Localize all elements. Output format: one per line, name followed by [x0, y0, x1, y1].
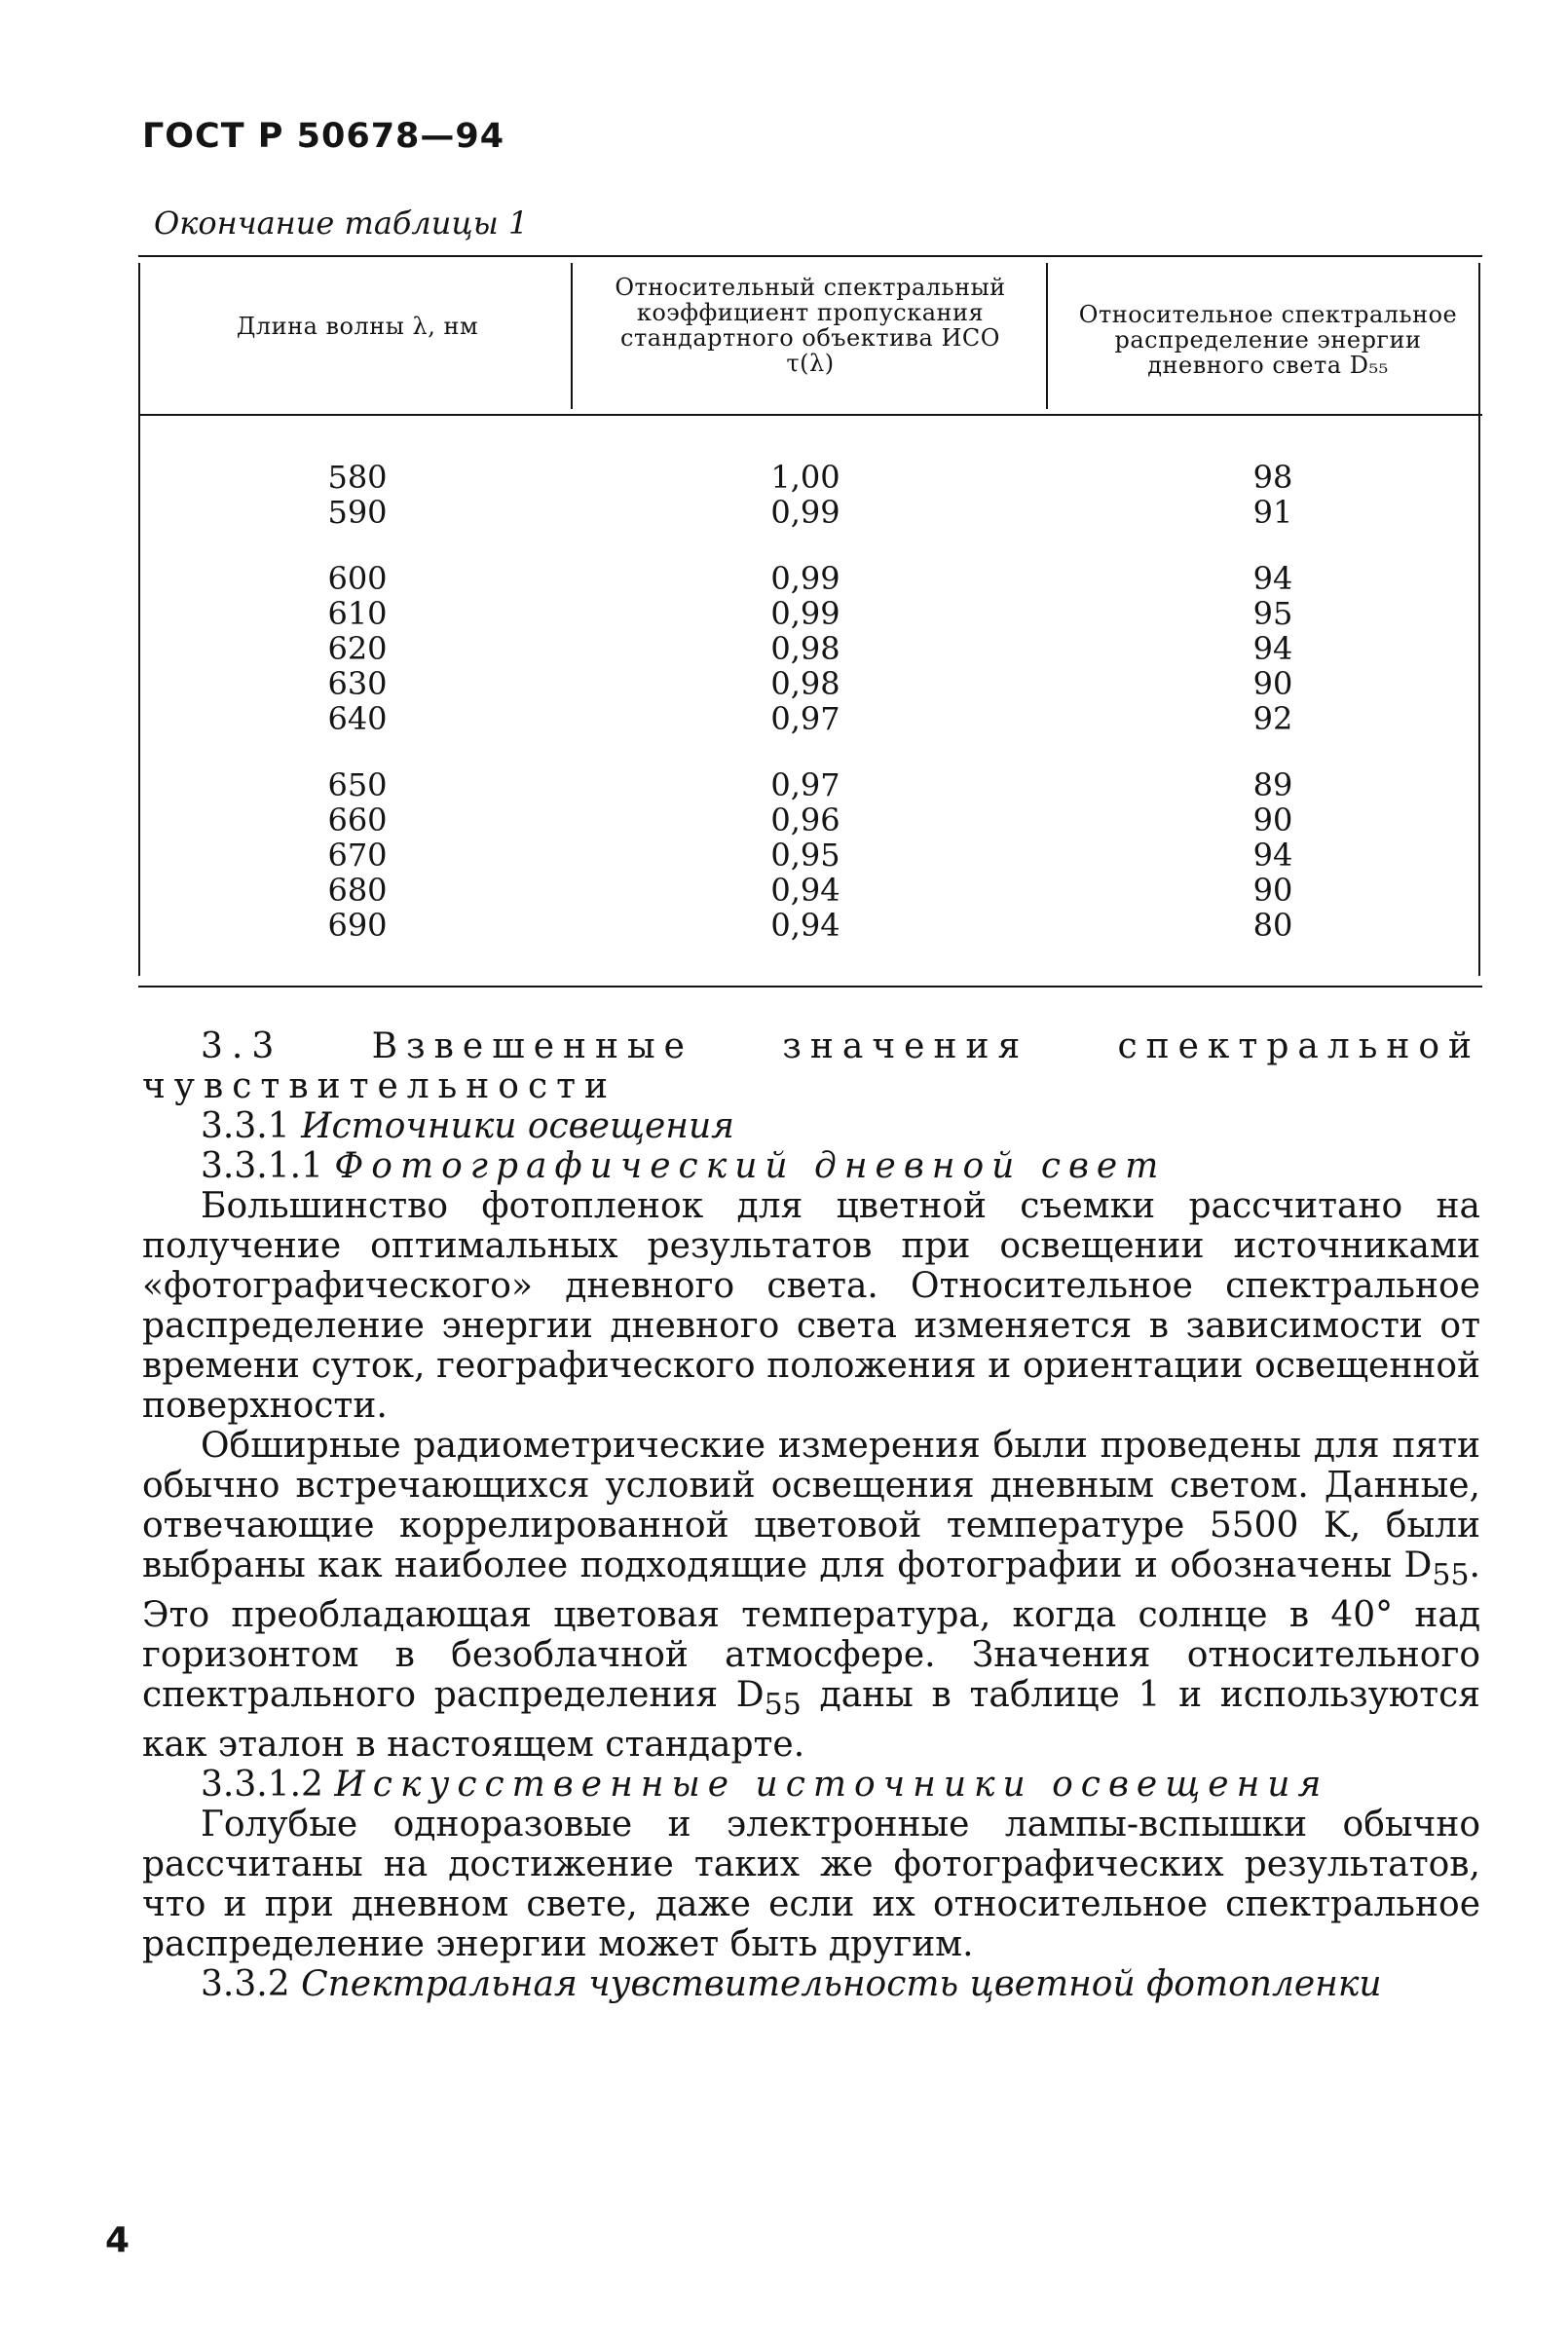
- table-cell: 580: [327, 459, 388, 496]
- table-cell: 690: [327, 907, 388, 944]
- table-cell: 0,96: [770, 801, 840, 838]
- table-cell: 620: [327, 630, 388, 667]
- table-cell: 0,99: [770, 560, 840, 597]
- body-text: [142, 1026, 1480, 2004]
- table-bottom-rule: [138, 986, 1482, 987]
- paragraph-flash: Голубые одноразовые и электронные лампы-вспышки обычно рассчитаны на достижение таких же фотографических результатов, что и при дневном свете, даже если их относительное спектральное распределение энергии может быть другим.: [142, 1805, 1480, 1965]
- table-cell: 0,99: [770, 595, 840, 632]
- column-energy: [1200, 460, 1346, 974]
- paragraph-daylight: Большинство фотопленок для цветной съемки рассчитано на получение оптимальных результатов при освещении источниками «фотографического» дневного света. Относительное спектральное распределение энергии дневного света изменяется в зависимости от времени суток, географического положения и ориентации освещенной поверхности.: [142, 1186, 1480, 1426]
- column-header-transmission-text: Относительный спектральный коэффициент пропускания стандартного объектива ИСО: [615, 274, 1006, 352]
- section-heading-3-3-2: 3.3.2 Спектральная чувствительность цветной фотопленки: [201, 1964, 1382, 2005]
- table-cell: 600: [327, 560, 388, 597]
- table-cell: 660: [327, 801, 388, 838]
- paragraph-measurements: Обширные радиометрические измерения были проведены для пяти обычно встречающихся условий освещения дневным светом. Данные, отвечающие коррелированной цветовой температуре 5500 K, были выбраны как наиболее подходящие для фотографии и обозначены $D_{55}$. Это преобладающая цветовая температура, когда солнце в 40° над горизонтом в безоблачной атмосфере. Значения относительного спектрального распределения $D_{55}$ даны в таблице 1 и используются как эталон в настоящем стандарте.: [142, 1426, 1480, 1766]
- table-cell: 680: [327, 872, 388, 909]
- table-cell: 98: [1252, 459, 1293, 496]
- table-cell: 91: [1252, 494, 1293, 531]
- page-number: 4: [105, 2220, 131, 2260]
- table-cell: 0,97: [770, 700, 840, 737]
- table-cell: 80: [1252, 907, 1293, 944]
- document-header: ГОСТ Р 50678—94: [142, 117, 505, 156]
- table-cell: 89: [1252, 766, 1293, 803]
- table-divider-2: [1046, 263, 1048, 409]
- table-cell: 640: [327, 700, 388, 737]
- column-wavelength: [284, 460, 430, 974]
- column-transmission: [732, 460, 878, 974]
- table-header-rule: [138, 414, 1482, 416]
- table-cell: 0,99: [770, 494, 840, 531]
- table-cell: 0,94: [770, 872, 840, 909]
- table-cell: 90: [1252, 665, 1293, 702]
- table-cell: 0,98: [770, 665, 840, 702]
- table-cell: 0,95: [770, 837, 840, 874]
- section-heading-3-3-1-2: 3.3.1.2 Искусственные источники освещения: [201, 1765, 1329, 1806]
- section-heading-3-3-1-1: 3.3.1.1 Фотографический дневной свет: [201, 1146, 1167, 1186]
- table-top-rule: [138, 255, 1482, 257]
- table-cell: 590: [327, 494, 388, 531]
- section-heading-3-3-1: 3.3.1 Источники освещения: [201, 1106, 735, 1146]
- table-cell: 1,00: [770, 459, 840, 496]
- table-cell: 94: [1252, 837, 1293, 874]
- section-heading-3-3: 3.3 Взвешенные значения спектральной чувствительности: [142, 1026, 1480, 1106]
- table-cell: 670: [327, 837, 388, 874]
- column-header-energy: Относительное спектральное распределение энергии дневного света D₅₅: [1078, 301, 1458, 379]
- table-cell: 90: [1252, 801, 1293, 838]
- table-cell: 0,97: [770, 766, 840, 803]
- column-header-wavelength: Длина волны λ, нм: [236, 313, 479, 340]
- table-right-border: [1478, 263, 1480, 976]
- table-cell: 94: [1252, 630, 1293, 667]
- table-cell: 650: [327, 766, 388, 803]
- table-cell: 90: [1252, 872, 1293, 909]
- table-cell: 95: [1252, 595, 1293, 632]
- table-divider-1: [571, 263, 573, 409]
- column-header-transmission-symbol: τ(λ): [786, 350, 835, 377]
- table-left-border: [138, 263, 140, 976]
- table-cell: 94: [1252, 560, 1293, 597]
- data-table: [138, 255, 1482, 987]
- table-caption: Окончание таблицы 1: [154, 205, 529, 242]
- table-cell: 92: [1252, 700, 1293, 737]
- table-cell: 0,94: [770, 907, 840, 944]
- table-cell: 610: [327, 595, 388, 632]
- column-header-transmission: [596, 275, 1025, 376]
- table-cell: 0,98: [770, 630, 840, 667]
- table-cell: 630: [327, 665, 388, 702]
